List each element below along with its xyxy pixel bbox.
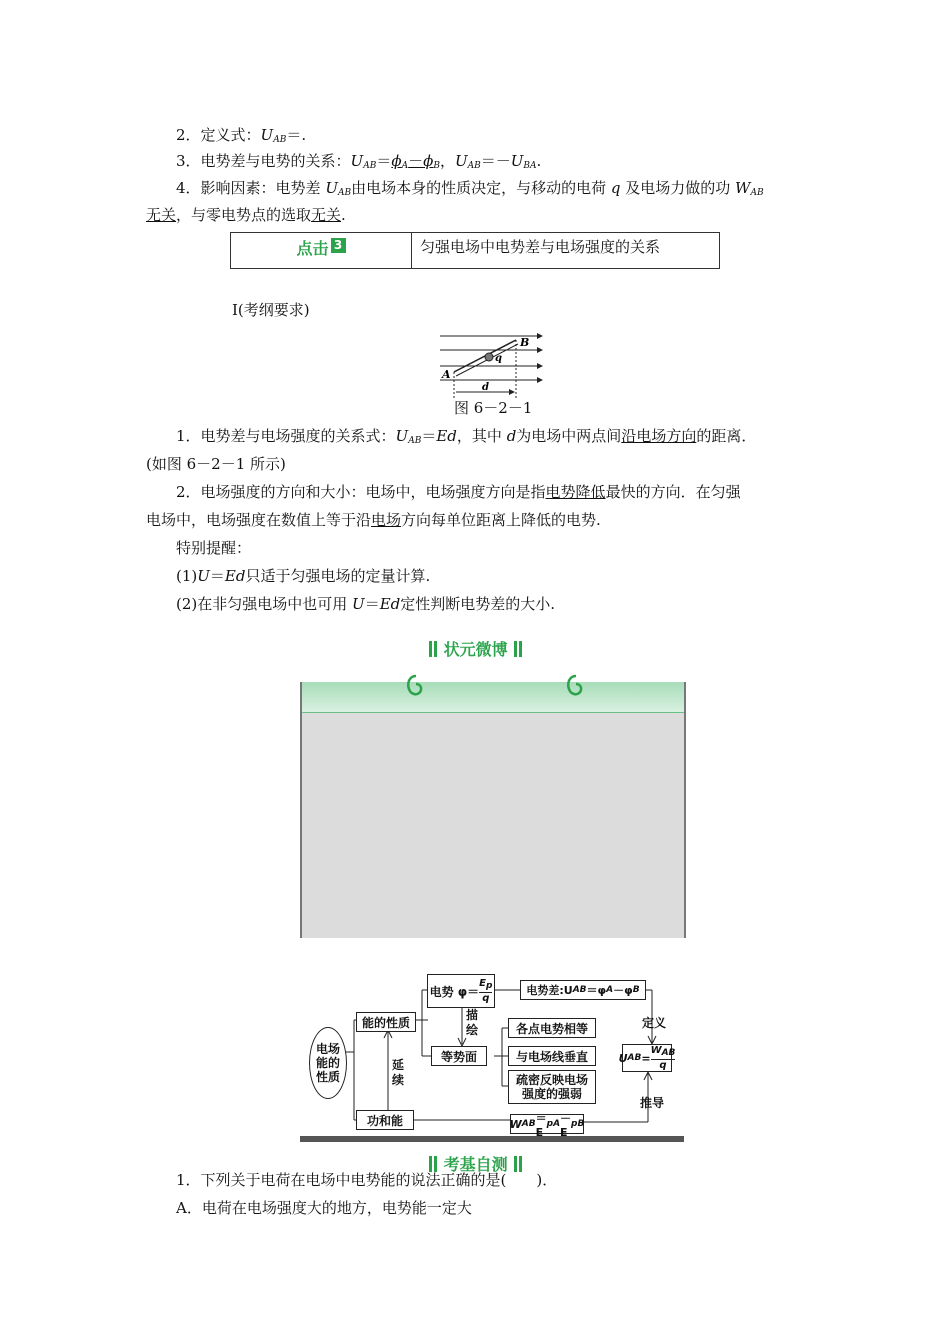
label-d: d xyxy=(482,382,489,393)
para-1-cont: (如图 6－2－1 所示) xyxy=(146,455,286,473)
mindmap-formula: U AB = $W_{AB}$ q xyxy=(618,1045,676,1071)
label-B: B xyxy=(520,336,530,349)
label-q: q xyxy=(495,353,502,364)
point-label: 点击 3 xyxy=(231,233,412,268)
mindmap-prop-1: 各点电势相等 xyxy=(508,1018,596,1038)
mindmap-derive: 推导 xyxy=(640,1096,665,1110)
para-2-cont: 电场中，电场强度在数值上等于沿电场方向每单位距离上降低的电势. xyxy=(146,511,601,529)
item-3: 3．电势差与电势的关系：$U_{AB}=\phi_A-\phi_B$，$U_{AB}=-U_{BA}$. xyxy=(176,152,542,171)
mindmap-prop-3: 疏密反映电场强度的强弱 xyxy=(508,1070,596,1104)
item-4-cont: 无关，与零电势点的选取无关. xyxy=(146,206,346,224)
para-2: 2．电场强度的方向和大小：电场中，电场强度方向是指电势降低最快的方向．在匀强 xyxy=(176,483,741,501)
note-panel-header xyxy=(302,682,684,713)
exam-heading: 考基自测 xyxy=(428,1152,523,1175)
mindmap-prop-2: 与电场线垂直 xyxy=(508,1046,596,1066)
field-figure xyxy=(436,328,548,400)
mindmap-root: 电场能的性质 xyxy=(309,1027,347,1099)
para-1: 1．电势差与电场强度的关系式：$U_{AB}=Ed$，其中 d为电场中两点间沿电场方向的距离． xyxy=(176,427,757,446)
label-A: A xyxy=(442,368,451,381)
point-title: 匀强电场中电势差与电场强度的关系 xyxy=(420,238,661,256)
point-table xyxy=(230,232,720,269)
tips-title: 特别提醒： xyxy=(176,539,252,557)
mindmap-define: 定义 xyxy=(642,1016,667,1030)
mindmap-work-energy: W AB ＝E pA －E pB xyxy=(509,1111,585,1139)
mindmap-draw: 描绘 xyxy=(466,1008,479,1037)
note-panel xyxy=(300,682,686,938)
mindmap-equi: 等势面 xyxy=(431,1046,487,1066)
ring-icon xyxy=(562,672,586,702)
item-4: 4．影响因素：电势差 $U_{AB}$由电场本身的性质决定，与移动的电荷 q 及电场力做的功 $W_{AB}$ xyxy=(176,179,764,198)
tip-1: (1)U＝Ed只适于匀强电场的定量计算. xyxy=(176,567,431,585)
item-2: 2．定义式：$U_{AB}=$. xyxy=(176,126,307,145)
requirement: Ⅰ(考纲要求) xyxy=(232,301,310,319)
mindmap-diff: 电势差:U AB ＝φ A －φ B xyxy=(520,980,646,1000)
question-1-option-a: A．电荷在电场强度大的地方，电势能一定大 xyxy=(176,1199,472,1217)
mindmap-nature: 能的性质 xyxy=(356,1012,416,1032)
ring-icon xyxy=(402,672,426,702)
tip-2: (2)在非匀强电场中也可用 U＝Ed定性判断电势差的大小. xyxy=(176,595,556,613)
weibo-heading: 状元微博 xyxy=(428,637,523,660)
figure-caption: 图 6－2－1 xyxy=(454,399,533,417)
mindmap-work: 功和能 xyxy=(356,1110,414,1130)
question-1: 1．下列关于电荷在电场中电势能的说法正确的是( )． xyxy=(176,1171,558,1189)
mindmap-extend: 延续 xyxy=(392,1058,405,1087)
mindmap-potential: 电势 φ＝ $E_p$ q xyxy=(427,974,495,1008)
